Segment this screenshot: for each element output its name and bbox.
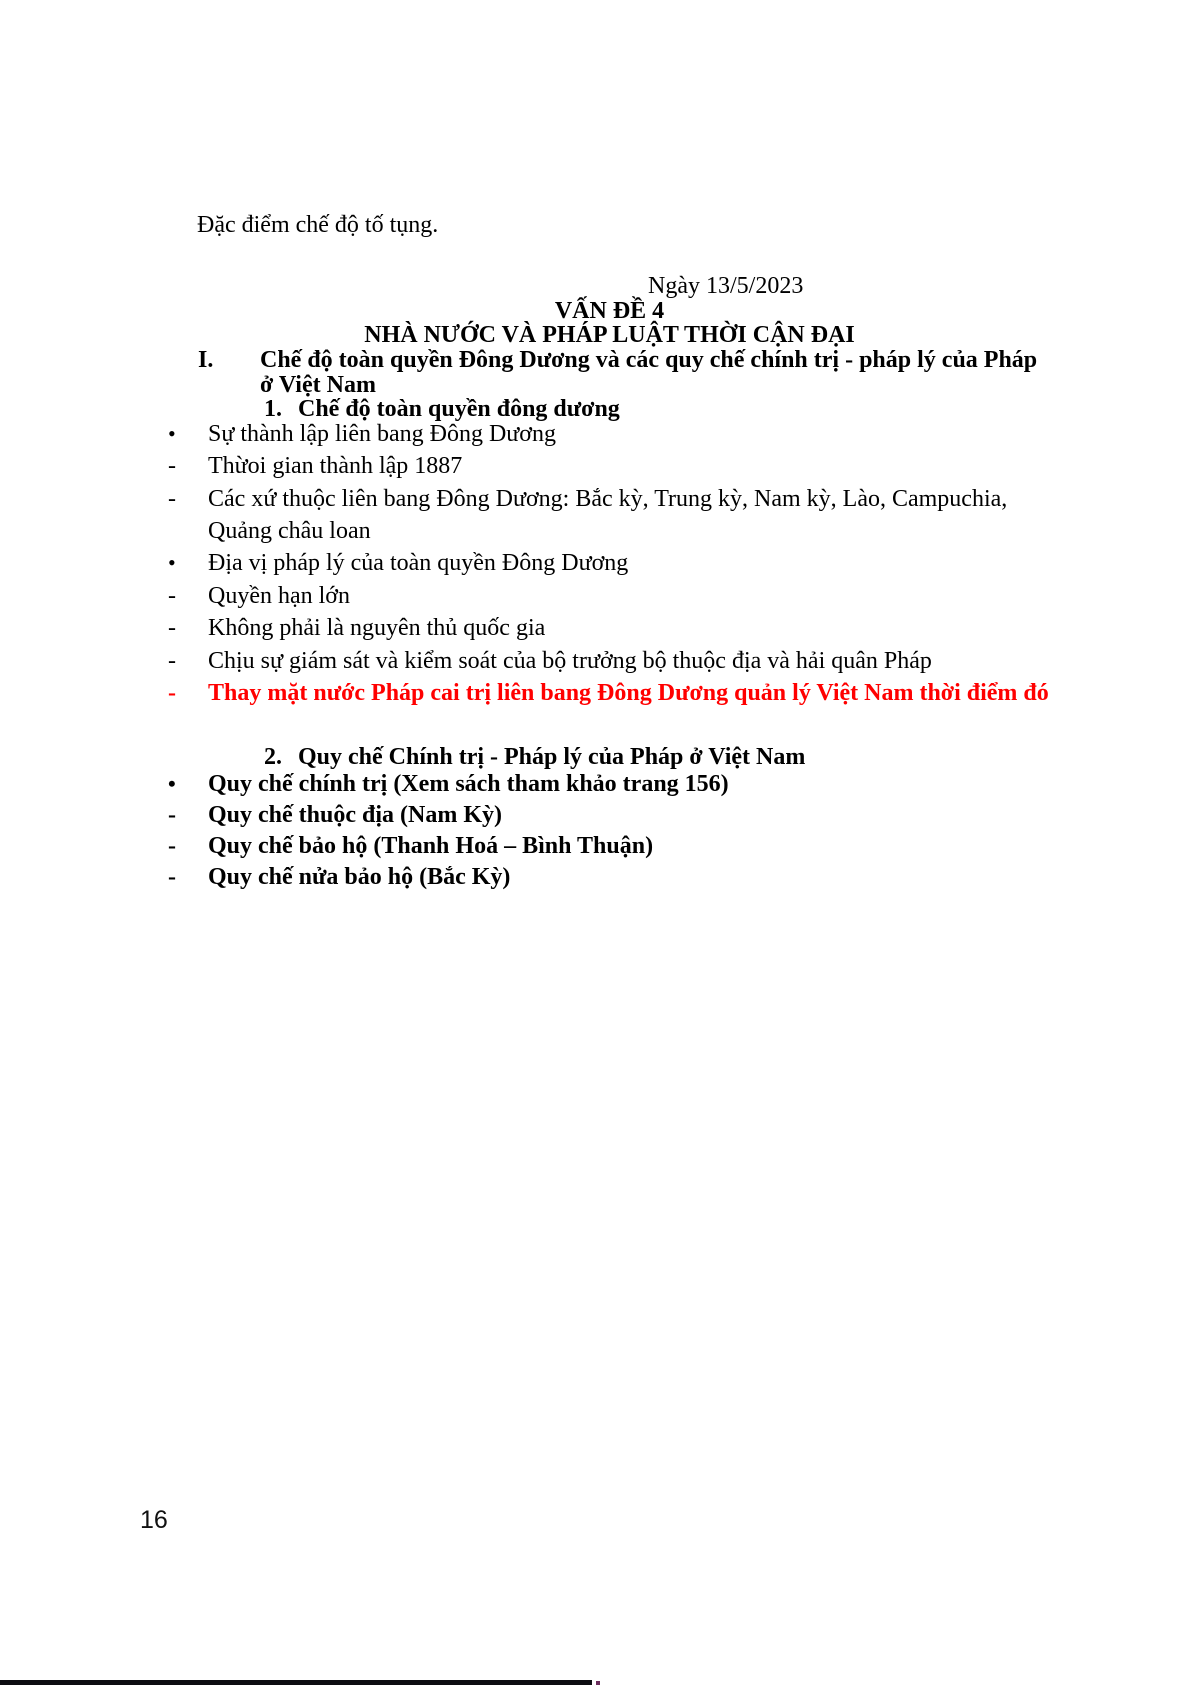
dash-marker: - bbox=[168, 486, 176, 512]
list-item-text: Sự thành lập liên bang Đông Dương bbox=[208, 421, 556, 447]
bottom-divider-bar bbox=[0, 1680, 592, 1685]
list-item bbox=[0, 648, 1191, 678]
date-line: Ngày 13/5/2023 bbox=[648, 273, 804, 299]
list-item bbox=[0, 550, 1191, 580]
dash-marker: - bbox=[168, 583, 176, 609]
subsection-2-heading bbox=[0, 744, 1191, 774]
list-item bbox=[0, 771, 1191, 801]
list-item bbox=[0, 833, 1191, 863]
list-item-text: Thay mặt nước Pháp cai trị liên bang Đông Dương quản lý Việt Nam thời điểm đó bbox=[208, 680, 1049, 706]
list-item-emphasis bbox=[0, 680, 1191, 710]
list-item-text: Quy chế chính trị (Xem sách tham khảo trang 156) bbox=[208, 771, 729, 797]
bullet-marker: • bbox=[168, 421, 176, 446]
bullet-marker: • bbox=[168, 550, 176, 575]
dash-marker: - bbox=[168, 864, 176, 890]
list-item-text: Chịu sự giám sát và kiểm soát của bộ trưởng bộ thuộc địa và hải quân Pháp bbox=[208, 648, 932, 674]
section-1-marker: I. bbox=[198, 347, 214, 373]
dash-marker: - bbox=[168, 453, 176, 479]
list-item bbox=[0, 453, 1191, 483]
list-item-text: Không phải là nguyên thủ quốc gia bbox=[208, 615, 546, 641]
list-item bbox=[0, 486, 1191, 516]
list-item-text: Thừoi gian thành lập 1887 bbox=[208, 453, 463, 479]
list-item-text: Quy chế nửa bảo hộ (Bắc Kỳ) bbox=[208, 864, 511, 890]
list-item-continuation bbox=[0, 518, 1191, 548]
subsection-2-heading-text: Quy chế Chính trị - Pháp lý của Pháp ở Việt Nam bbox=[298, 744, 806, 770]
dash-marker: - bbox=[168, 833, 176, 859]
dash-marker: - bbox=[168, 680, 176, 706]
list-item bbox=[0, 583, 1191, 613]
list-item bbox=[0, 421, 1191, 451]
section-1-heading-line-2: ở Việt Nam bbox=[260, 372, 376, 398]
dash-marker: - bbox=[168, 615, 176, 641]
doc-title: VẤN ĐỀ 4 bbox=[554, 298, 665, 324]
subsection-2-marker: 2. bbox=[264, 744, 282, 770]
bottom-artifact-dot bbox=[596, 1681, 600, 1685]
page-number: 16 bbox=[140, 1506, 168, 1534]
bullet-marker: • bbox=[168, 771, 176, 796]
dash-marker: - bbox=[168, 802, 176, 828]
subsection-1-marker: 1. bbox=[264, 396, 282, 422]
list-item-text: Các xứ thuộc liên bang Đông Dương: Bắc kỳ, Trung kỳ, Nam kỳ, Lào, Campuchia, bbox=[208, 486, 1008, 512]
list-item-text: Quy chế thuộc địa (Nam Kỳ) bbox=[208, 802, 502, 828]
dash-marker: - bbox=[168, 648, 176, 674]
section-1-heading-line-1: Chế độ toàn quyền Đông Dương và các quy chế chính trị - pháp lý của Pháp bbox=[260, 347, 1038, 373]
intro-paragraph: Đặc điểm chế độ tố tụng. bbox=[197, 212, 439, 238]
list-item bbox=[0, 615, 1191, 645]
list-item bbox=[0, 802, 1191, 832]
list-item-text: Quảng châu loan bbox=[208, 518, 371, 544]
list-item bbox=[0, 864, 1191, 894]
doc-subtitle: NHÀ NƯỚC VÀ PHÁP LUẬT THỜI CẬN ĐẠI bbox=[364, 322, 855, 348]
list-item-text: Địa vị pháp lý của toàn quyền Đông Dương bbox=[208, 550, 629, 576]
list-item-text: Quy chế bảo hộ (Thanh Hoá – Bình Thuận) bbox=[208, 833, 654, 859]
subsection-1-heading-text: Chế độ toàn quyền đông dương bbox=[298, 396, 620, 422]
list-item-text: Quyền hạn lớn bbox=[208, 583, 350, 609]
